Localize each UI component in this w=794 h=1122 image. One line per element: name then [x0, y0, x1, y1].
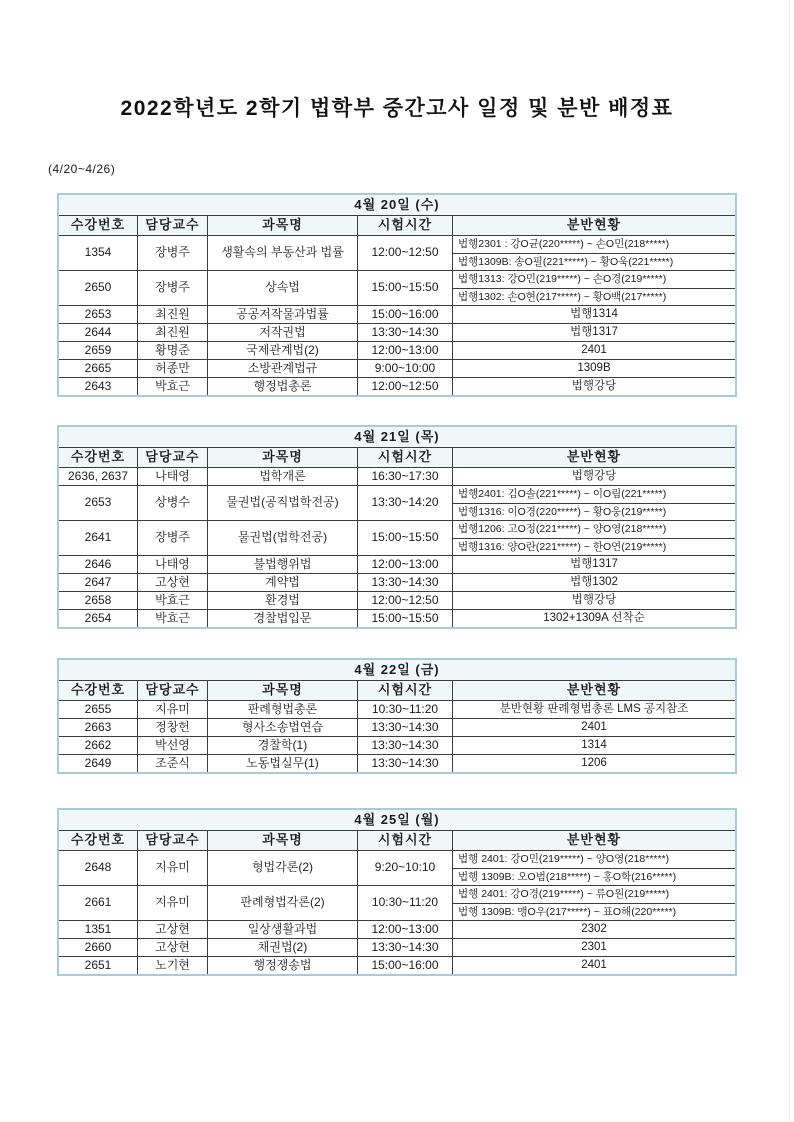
column-header-row: [59, 215, 735, 235]
professor-cell: 장병주: [137, 236, 207, 270]
section-assignment-cell: [452, 886, 735, 920]
subject-cell: 판례형법각론(2): [207, 886, 357, 920]
column-header: 담당교수: [137, 448, 207, 467]
column-header-row: [59, 447, 735, 467]
section-assignment-cell: [452, 521, 735, 555]
exam-row: [59, 305, 735, 323]
column-header-row: [59, 830, 735, 850]
exam-time-cell: 10:30~11:20: [357, 701, 452, 718]
section-assignment-cell: [452, 737, 735, 754]
exam-time-cell: 9:00~10:00: [357, 360, 452, 377]
section-assignment-cell: [452, 486, 735, 520]
exam-row: [59, 270, 735, 305]
column-header: 과목명: [207, 681, 357, 700]
course-code-cell: 2650: [84, 280, 112, 295]
subject-cell: 경찰법입문: [207, 610, 357, 627]
exam-row: [59, 736, 735, 754]
column-header-row: [59, 680, 735, 700]
column-header: 과목명: [207, 831, 357, 850]
section-line: 법행1314: [570, 308, 618, 320]
section-line: 법행1302: 손O현(217*****) ~ 황O백(217*****): [453, 288, 735, 305]
section-line: 법행1302: [570, 576, 618, 588]
section-line: 1314: [581, 739, 607, 751]
subject-cell: 경찰학(1): [207, 737, 357, 754]
section-assignment-cell: [452, 574, 735, 591]
subject-cell: 국제관계법(2): [207, 342, 357, 359]
column-header: 담당교수: [137, 681, 207, 700]
section-assignment-cell: [452, 939, 735, 956]
professor-cell: 박효근: [137, 592, 207, 609]
table-date-header: 4월 20일 (수): [59, 195, 735, 215]
column-header: 분반현황: [452, 831, 735, 850]
date-range-note: (4/20~4/26): [48, 162, 116, 176]
subject-cell: 일상생활과법: [207, 921, 357, 938]
table-date-header: 4월 21일 (목): [59, 427, 735, 447]
exam-row: [59, 938, 735, 956]
subject-cell: 채권법(2): [207, 939, 357, 956]
professor-cell: 장병주: [137, 271, 207, 305]
subject-cell: 물권법(법학전공): [207, 521, 357, 555]
professor-cell: 상병수: [137, 486, 207, 520]
section-line: 1309B: [577, 362, 611, 374]
exam-row: [59, 520, 735, 555]
section-line: 2302: [581, 923, 607, 935]
course-code-cell: 2665: [84, 360, 112, 375]
subject-cell: 판례형법총론: [207, 701, 357, 718]
course-code-cell: 2647: [84, 574, 112, 589]
column-header: 시험시간: [357, 448, 452, 467]
exam-time-cell: 13:30~14:30: [357, 755, 452, 772]
section-assignment-cell: [452, 921, 735, 938]
exam-row: [59, 885, 735, 920]
section-line: 법행1316: 이O경(220*****) ~ 황O웅(219*****): [453, 503, 735, 520]
course-code-cell: 2660: [84, 939, 112, 954]
professor-cell: 고상현: [137, 574, 207, 591]
exam-row: [59, 956, 735, 974]
exam-time-cell: 13:30~14:30: [357, 939, 452, 956]
section-line: 법행 2401: 강O민(219*****) ~ 양O영(218*****): [458, 853, 670, 865]
professor-cell: 나태영: [137, 556, 207, 573]
professor-cell: 장병주: [137, 521, 207, 555]
course-code-cell: 2658: [84, 592, 112, 607]
course-code-cell: 2663: [84, 719, 112, 734]
exam-day-table: [57, 658, 737, 774]
subject-cell: 형사소송법연습: [207, 719, 357, 736]
subject-cell: 저작권법: [207, 324, 357, 341]
exam-time-cell: 15:00~16:00: [357, 306, 452, 323]
professor-cell: 지유미: [137, 886, 207, 920]
exam-row: [59, 555, 735, 573]
section-line: 법행 1309B: 맹O우(217*****) ~ 표O해(220*****): [453, 903, 735, 920]
course-code-cell: 2662: [84, 737, 112, 752]
section-assignment-cell: [452, 610, 735, 627]
exam-time-cell: 12:00~12:50: [357, 592, 452, 609]
page-title: 2022학년도 2학기 법학부 중간고사 일정 및 분반 배정표: [120, 97, 674, 120]
exam-row: [59, 341, 735, 359]
column-header: 과목명: [207, 216, 357, 235]
exam-day-table: [57, 193, 737, 397]
section-line: 법행강당: [571, 470, 617, 482]
section-line: 법행1313: 강O민(219*****) ~ 손O경(219*****): [458, 273, 667, 285]
professor-cell: 노기현: [137, 957, 207, 974]
exam-time-cell: 13:30~14:30: [357, 324, 452, 341]
column-header: 수강번호: [59, 681, 137, 700]
column-header: 분반현황: [452, 681, 735, 700]
subject-cell: 생활속의 부동산과 법률: [207, 236, 357, 270]
column-header: 수강번호: [59, 831, 137, 850]
exam-row: [59, 573, 735, 591]
exam-row: [59, 323, 735, 341]
professor-cell: 고상현: [137, 921, 207, 938]
course-code-cell: 2636, 2637: [67, 468, 129, 483]
section-assignment-cell: [452, 468, 735, 485]
professor-cell: 정창헌: [137, 719, 207, 736]
subject-cell: 계약법: [207, 574, 357, 591]
section-line: 법행 2401: 강O경(219*****) ~ 류O원(219*****): [458, 888, 670, 900]
section-line: 2401: [581, 959, 607, 971]
subject-cell: 불법행위법: [207, 556, 357, 573]
subject-cell: 공공저작물과법률: [207, 306, 357, 323]
section-assignment-cell: [452, 306, 735, 323]
exam-time-cell: 13:30~14:30: [357, 719, 452, 736]
exam-time-cell: 12:00~12:50: [357, 236, 452, 270]
professor-cell: 최진원: [137, 306, 207, 323]
course-code-cell: 2644: [84, 324, 112, 339]
section-line: 법행1316: 양O란(221*****) ~ 한O연(219*****): [453, 538, 735, 555]
exam-time-cell: 15:00~15:50: [357, 521, 452, 555]
exam-time-cell: 15:00~15:50: [357, 610, 452, 627]
professor-cell: 지유미: [137, 851, 207, 885]
professor-cell: 최진원: [137, 324, 207, 341]
section-assignment-cell: [452, 755, 735, 772]
course-code-cell: 2655: [84, 701, 112, 716]
column-header: 수강번호: [59, 216, 137, 235]
column-header: 시험시간: [357, 681, 452, 700]
section-line: 법행2401: 김O솔(221*****) ~ 이O림(221*****): [458, 488, 667, 500]
column-header: 시험시간: [357, 831, 452, 850]
section-line: 법행1317: [570, 326, 618, 338]
subject-cell: 소방관계법규: [207, 360, 357, 377]
exam-time-cell: 10:30~11:20: [357, 886, 452, 920]
column-header: 수강번호: [59, 448, 137, 467]
professor-cell: 박효근: [137, 378, 207, 395]
exam-time-cell: 13:30~14:30: [357, 574, 452, 591]
exam-time-cell: 15:00~15:50: [357, 271, 452, 305]
section-assignment-cell: [452, 556, 735, 573]
exam-row: [59, 920, 735, 938]
subject-cell: 형법각론(2): [207, 851, 357, 885]
exam-row: [59, 485, 735, 520]
professor-cell: 황명준: [137, 342, 207, 359]
professor-cell: 박효근: [137, 610, 207, 627]
exam-time-cell: 13:30~14:20: [357, 486, 452, 520]
section-line: 법행강당: [571, 594, 617, 606]
section-line: 법행1206: 고O정(221*****) ~ 양O영(218*****): [458, 523, 667, 535]
subject-cell: 노동법실무(1): [207, 755, 357, 772]
professor-cell: 나태영: [137, 468, 207, 485]
professor-cell: 박선영: [137, 737, 207, 754]
section-assignment-cell: [452, 719, 735, 736]
section-assignment-cell: [452, 957, 735, 974]
subject-cell: 행정쟁송법: [207, 957, 357, 974]
course-code-cell: 2646: [84, 556, 112, 571]
column-header: 담당교수: [137, 216, 207, 235]
section-assignment-cell: [452, 236, 735, 270]
professor-cell: 지유미: [137, 701, 207, 718]
subject-cell: 물권법(공직법학전공): [207, 486, 357, 520]
subject-cell: 환경법: [207, 592, 357, 609]
subject-cell: 행정법총론: [207, 378, 357, 395]
course-code-cell: 2641: [84, 530, 112, 545]
exam-row: [59, 718, 735, 736]
course-code-cell: 2661: [84, 895, 112, 910]
column-header: 과목명: [207, 448, 357, 467]
table-date-header: 4월 22일 (금): [59, 660, 735, 680]
section-line: 2401: [581, 344, 607, 356]
professor-cell: 고상현: [137, 939, 207, 956]
section-line: 법행강당: [571, 380, 617, 392]
section-line: 법행 1309B: 오O범(218*****) ~ 홍O학(216*****): [453, 868, 735, 885]
section-line: 분반현황 판례형법총론 LMS 공지참조: [499, 703, 689, 715]
exam-time-cell: 12:00~12:50: [357, 378, 452, 395]
exam-row: [59, 591, 735, 609]
subject-cell: 상속법: [207, 271, 357, 305]
exam-day-table: [57, 425, 737, 629]
section-line: 법행2301 : 강O균(220*****) ~ 손O민(218*****): [458, 238, 670, 250]
section-assignment-cell: [452, 701, 735, 718]
exam-row: [59, 377, 735, 395]
exam-time-cell: 12:00~13:00: [357, 921, 452, 938]
exam-time-cell: 13:30~14:30: [357, 737, 452, 754]
course-code-cell: 2653: [84, 495, 112, 510]
section-assignment-cell: [452, 342, 735, 359]
section-line: 2401: [581, 721, 607, 733]
course-code-cell: 2654: [84, 610, 112, 625]
course-code-cell: 2648: [84, 860, 112, 875]
exam-row: [59, 467, 735, 485]
exam-time-cell: 15:00~16:00: [357, 957, 452, 974]
table-date-header: 4월 25일 (월): [59, 810, 735, 830]
exam-row: [59, 700, 735, 718]
section-line: 법행1309B: 송O필(221*****) ~ 황O욱(221*****): [453, 253, 735, 270]
exam-row: [59, 235, 735, 270]
professor-cell: 허종만: [137, 360, 207, 377]
exam-row: [59, 609, 735, 627]
professor-cell: 조준식: [137, 755, 207, 772]
section-line: 법행1317: [570, 558, 618, 570]
section-assignment-cell: [452, 851, 735, 885]
exam-day-table: [57, 808, 737, 976]
course-code-cell: 2651: [84, 957, 112, 972]
section-assignment-cell: [452, 378, 735, 395]
column-header: 분반현황: [452, 448, 735, 467]
exam-row: [59, 850, 735, 885]
course-code-cell: 2643: [84, 378, 112, 393]
section-line: 1206: [581, 757, 607, 769]
exam-row: [59, 754, 735, 772]
column-header: 분반현황: [452, 216, 735, 235]
exam-time-cell: 12:00~13:00: [357, 556, 452, 573]
course-code-cell: 1354: [84, 245, 112, 260]
column-header: 담당교수: [137, 831, 207, 850]
exam-time-cell: 12:00~13:00: [357, 342, 452, 359]
course-code-cell: 2653: [84, 306, 112, 321]
section-line: 1302+1309A 선착순: [543, 612, 645, 624]
section-assignment-cell: [452, 360, 735, 377]
column-header: 시험시간: [357, 216, 452, 235]
exam-time-cell: 9:20~10:10: [357, 851, 452, 885]
subject-cell: 법학개론: [207, 468, 357, 485]
course-code-cell: 2659: [84, 342, 112, 357]
course-code-cell: 2649: [84, 755, 112, 770]
section-assignment-cell: [452, 324, 735, 341]
section-assignment-cell: [452, 592, 735, 609]
course-code-cell: 1351: [84, 921, 112, 936]
section-line: 2301: [581, 941, 607, 953]
section-assignment-cell: [452, 271, 735, 305]
exam-time-cell: 16:30~17:30: [357, 468, 452, 485]
exam-row: [59, 359, 735, 377]
